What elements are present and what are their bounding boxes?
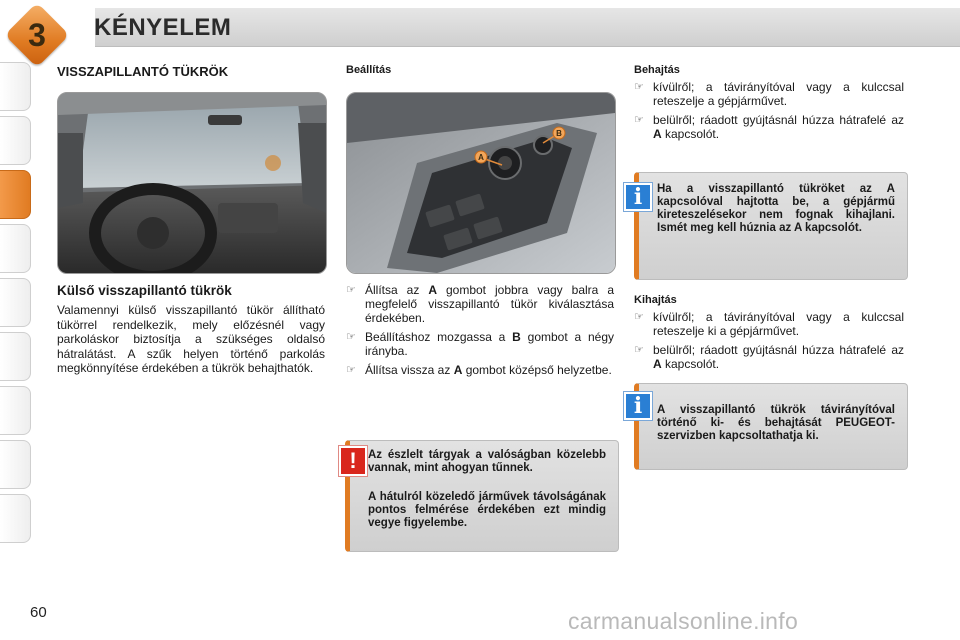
side-tab-5[interactable] — [0, 278, 31, 327]
adjust-bullet-2: ☞ Beállításhoz mozgassa a B gombot a négy irányba. — [346, 330, 614, 358]
info-icon: i — [624, 392, 652, 420]
side-tab-2[interactable] — [0, 116, 31, 165]
unfold-bullet-2: ☞ belülről; ráadott gyújtásnál húzza hátrafelé az A kapcsolót. — [634, 343, 904, 371]
info-text-1: Ha a visszapillantó tükröket az A kapcsolóval hajtotta be, a gépjármű kireteszelésekor nem fognak kihajlani. Ismét meg kell húznia az A kapcsolót. — [657, 183, 895, 234]
adjust-bullets — [346, 283, 614, 382]
photo-label-b: B — [556, 129, 562, 138]
side-tab-7[interactable] — [0, 386, 31, 435]
info-icon: i — [624, 183, 652, 211]
side-tab-9[interactable] — [0, 494, 31, 543]
finger-pointing-icon: ☞ — [634, 344, 644, 356]
adjust-bullet-1: ☞ Állítsa az A gombot jobbra vagy balra a megfelelő visszapillantó tükör kiválasztása érdekében. — [346, 283, 614, 325]
unfold-bullet-1: ☞ kívülről; a távirányítóval vagy a kulccsal reteszelje ki a gépjárművet. — [634, 310, 904, 338]
finger-pointing-icon: ☞ — [346, 284, 356, 296]
side-tab-8[interactable] — [0, 440, 31, 489]
unfold-bullets — [634, 310, 904, 376]
chapter-title: KÉNYELEM — [94, 14, 232, 41]
interior-photo — [57, 92, 327, 274]
finger-pointing-icon: ☞ — [634, 114, 644, 126]
fold-heading: Behajtás — [634, 64, 680, 76]
fold-bullet-1: ☞ kívülről; a távirányítóval vagy a kulccsal reteszelje a gépjárművet. — [634, 80, 904, 108]
finger-pointing-icon: ☞ — [346, 364, 356, 376]
switch-panel-illustration — [347, 93, 615, 273]
warning-text-2: A hátulról közeledő járművek távolságának pontos felmérése érdekében ezt mindig vegye figyelembe. — [368, 491, 606, 529]
adjust-bullet-3: ☞ Állítsa vissza az A gombot középső helyzetbe. — [346, 363, 612, 377]
info-box-2 — [634, 383, 908, 470]
fold-bullets — [634, 80, 904, 146]
side-tab-6[interactable] — [0, 332, 31, 381]
finger-pointing-icon: ☞ — [346, 331, 356, 343]
section-title: VISSZAPILLANTÓ TÜKRÖK — [57, 64, 229, 79]
info-box-1 — [634, 172, 908, 280]
adjust-heading: Beállítás — [346, 64, 392, 76]
unfold-heading: Kihajtás — [634, 294, 677, 306]
finger-pointing-icon: ☞ — [634, 81, 644, 93]
chapter-number: 3 — [28, 17, 46, 53]
warning-text-1: Az észlelt tárgyak a valóságban közelebb vannak, mint ahogyan tűnnek. — [368, 449, 606, 474]
photo-label-a: A — [478, 153, 484, 162]
watermark: carmanualsonline.info — [568, 608, 799, 634]
left-subtitle: Külső visszapillantó tükrök — [57, 283, 232, 298]
side-tabs — [0, 62, 34, 577]
side-tab-3-active[interactable] — [0, 170, 31, 219]
info-text-2: A visszapillantó tükrök távirányítóval történő ki- és behajtását PEUGEOT-szervizben kapcsoltathatja ki. — [657, 404, 895, 442]
left-body-text: Valamennyi külső visszapillantó tükör állítható tükörrel rendelkezik, mely előzésnél vagy parkoláskor biztosítja a szükséges oldalsó hátralátást. A szűk helyen történő parkolás megkönnyítése érdekében a tükrök behajthatók. — [57, 303, 325, 375]
switch-panel-photo — [346, 92, 616, 274]
warning-icon: ! — [339, 446, 367, 476]
warning-box — [345, 440, 619, 552]
side-tab-1[interactable] — [0, 62, 31, 111]
finger-pointing-icon: ☞ — [634, 311, 644, 323]
fold-bullet-2: ☞ belülről; ráadott gyújtásnál húzza hátrafelé az A kapcsolót. — [634, 113, 904, 141]
page-number: 60 — [30, 604, 47, 621]
side-tab-4[interactable] — [0, 224, 31, 273]
interior-illustration — [58, 93, 326, 273]
